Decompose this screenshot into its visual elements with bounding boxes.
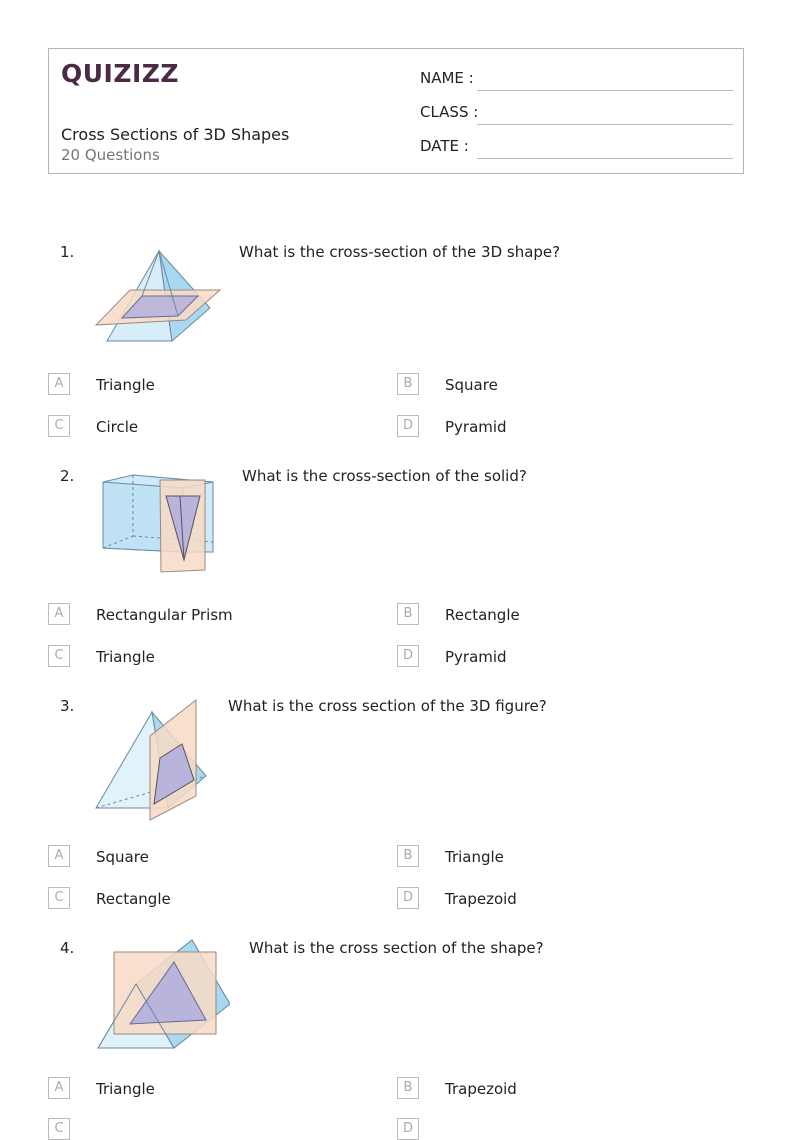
date-line[interactable]	[477, 158, 733, 159]
question-number: 4.	[60, 939, 75, 957]
question-number: 1.	[60, 243, 75, 261]
name-line[interactable]	[477, 90, 733, 91]
class-line[interactable]	[477, 124, 733, 125]
question-number: 2.	[60, 467, 75, 485]
date-label: DATE :	[420, 137, 469, 155]
worksheet-header	[48, 48, 744, 174]
option-c-box[interactable]: C	[48, 415, 70, 437]
option-a-text[interactable]: Rectangular Prism	[96, 606, 233, 624]
option-d-text[interactable]: Pyramid	[445, 648, 507, 666]
option-d-box[interactable]: D	[397, 1118, 419, 1140]
prism-cross-section-figure	[98, 470, 220, 574]
option-b-box[interactable]: B	[397, 1077, 419, 1099]
triangular-prism-cross-section-figure	[96, 938, 230, 1052]
option-c-box[interactable]: C	[48, 645, 70, 667]
option-d-box[interactable]: D	[397, 645, 419, 667]
question-text: What is the cross-section of the 3D shape?	[239, 243, 561, 261]
option-a-box[interactable]: A	[48, 373, 70, 395]
option-b-text[interactable]: Triangle	[445, 848, 504, 866]
option-a-box[interactable]: A	[48, 845, 70, 867]
option-c-text[interactable]: Triangle	[96, 648, 155, 666]
tetrahedron-cross-section-figure	[94, 698, 212, 822]
question-number: 3.	[60, 697, 75, 715]
option-d-box[interactable]: D	[397, 415, 419, 437]
option-d-text[interactable]: Pyramid	[445, 418, 507, 436]
option-c-box[interactable]: C	[48, 887, 70, 909]
question-text: What is the cross section of the 3D figure?	[228, 697, 547, 715]
class-label: CLASS :	[420, 103, 479, 121]
option-d-text[interactable]: Trapezoid	[445, 890, 517, 908]
quizizz-logo: QUIZIZZ	[61, 59, 180, 88]
question-count: 20 Questions	[61, 146, 160, 164]
option-a-text[interactable]: Triangle	[96, 376, 155, 394]
option-b-text[interactable]: Trapezoid	[445, 1080, 517, 1098]
option-b-box[interactable]: B	[397, 603, 419, 625]
option-a-box[interactable]: A	[48, 1077, 70, 1099]
option-c-box[interactable]: C	[48, 1118, 70, 1140]
worksheet-title: Cross Sections of 3D Shapes	[61, 125, 290, 144]
option-a-text[interactable]: Triangle	[96, 1080, 155, 1098]
option-b-box[interactable]: B	[397, 373, 419, 395]
option-c-text[interactable]: Circle	[96, 418, 139, 436]
name-label: NAME :	[420, 69, 474, 87]
pyramid-cross-section-figure	[94, 248, 224, 346]
question-text: What is the cross-section of the solid?	[242, 467, 527, 485]
option-a-box[interactable]: A	[48, 603, 70, 625]
question-text: What is the cross section of the shape?	[249, 939, 544, 957]
option-c-text[interactable]: Rectangle	[96, 890, 171, 908]
option-b-text[interactable]: Square	[445, 376, 498, 394]
option-b-text[interactable]: Rectangle	[445, 606, 520, 624]
option-d-box[interactable]: D	[397, 887, 419, 909]
option-b-box[interactable]: B	[397, 845, 419, 867]
option-a-text[interactable]: Square	[96, 848, 149, 866]
